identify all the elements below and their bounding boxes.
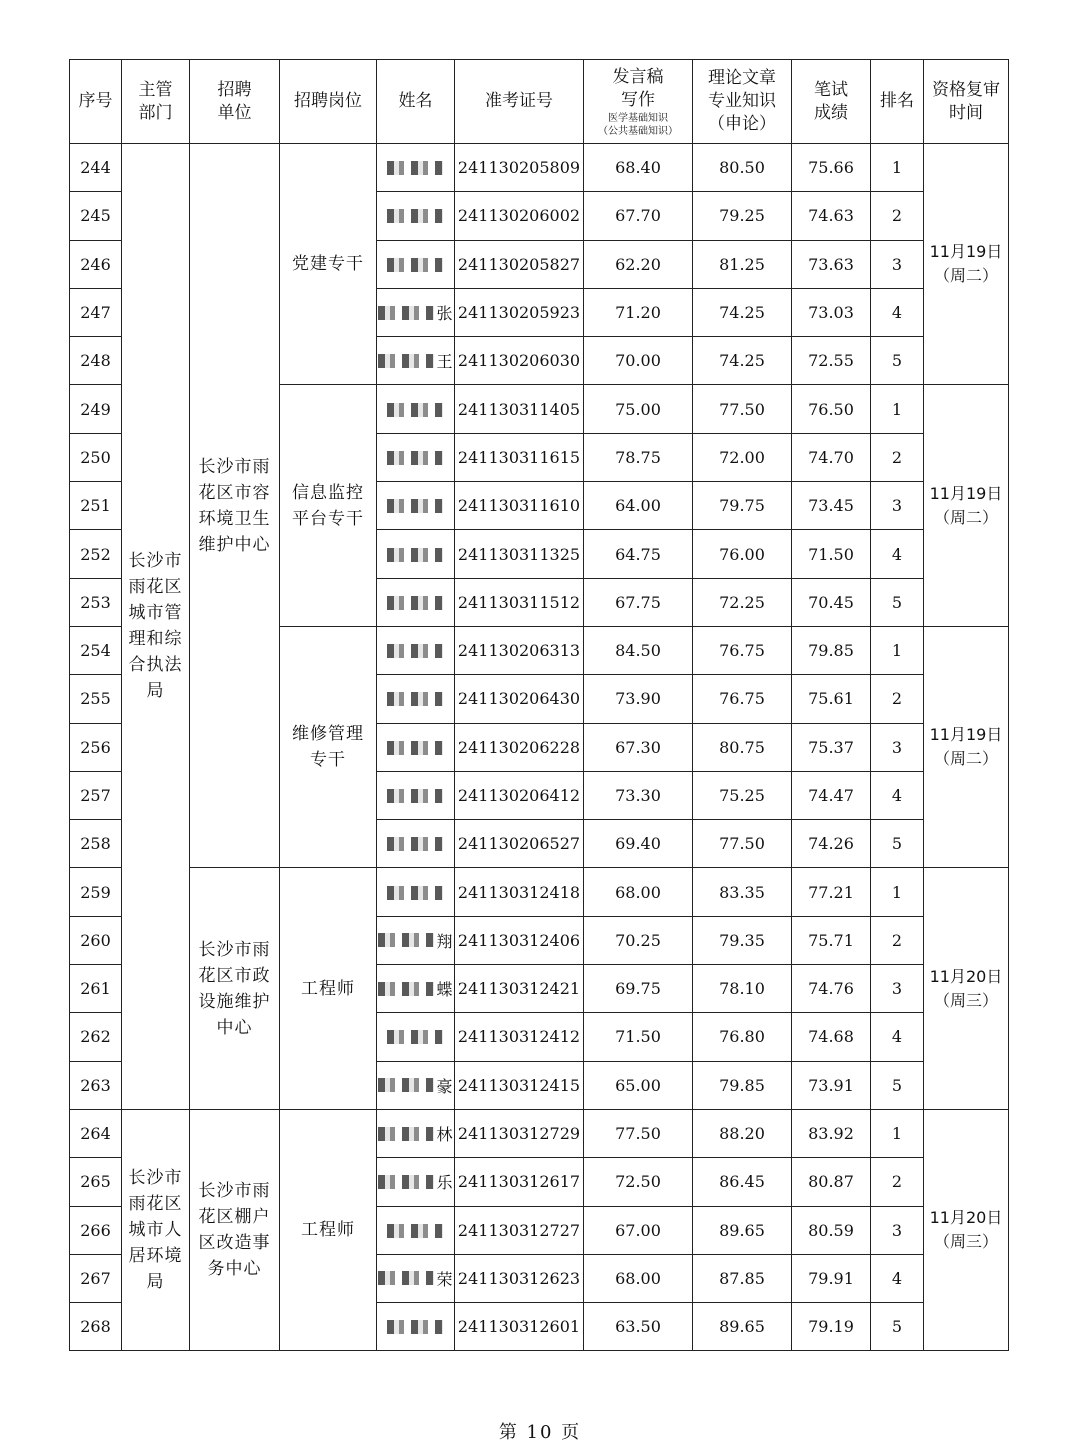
cell-score: 80.59 xyxy=(792,1206,871,1254)
name-visible-char: 翔 xyxy=(436,931,453,951)
cell-ticket: 241130312415 xyxy=(455,1061,584,1109)
cell-seq: 255 xyxy=(70,675,122,723)
header-name: 姓名 xyxy=(377,60,455,144)
cell-ticket: 241130312418 xyxy=(455,868,584,916)
redaction-mask xyxy=(387,209,443,223)
cell-ticket: 241130311405 xyxy=(455,385,584,433)
cell-rank: 3 xyxy=(871,965,924,1013)
cell-seq: 246 xyxy=(70,240,122,288)
cell-name-redacted xyxy=(377,1206,455,1254)
cell-name-redacted xyxy=(377,626,455,674)
cell-theory: 74.25 xyxy=(693,337,792,385)
cell-seq: 256 xyxy=(70,723,122,771)
cell-post: 工程师 xyxy=(280,1109,377,1350)
cell-writing: 75.00 xyxy=(584,385,693,433)
cell-writing: 68.00 xyxy=(584,868,693,916)
header-seq: 序号 xyxy=(70,60,122,144)
cell-writing: 67.70 xyxy=(584,192,693,240)
cell-theory: 77.50 xyxy=(693,820,792,868)
cell-name-redacted xyxy=(377,1109,455,1157)
cell-seq: 251 xyxy=(70,482,122,530)
cell-score: 75.66 xyxy=(792,144,871,192)
cell-score: 80.87 xyxy=(792,1158,871,1206)
cell-theory: 75.25 xyxy=(693,771,792,819)
cell-ticket: 241130311512 xyxy=(455,578,584,626)
cell-rank: 1 xyxy=(871,626,924,674)
cell-name-redacted xyxy=(377,1061,455,1109)
cell-name-redacted xyxy=(377,1254,455,1302)
cell-ticket: 241130311325 xyxy=(455,530,584,578)
table-row xyxy=(70,144,1009,192)
redaction-mask xyxy=(387,451,443,465)
redaction-mask xyxy=(387,258,443,272)
cell-writing: 69.40 xyxy=(584,820,693,868)
cell-writing: 67.30 xyxy=(584,723,693,771)
cell-rank: 2 xyxy=(871,433,924,481)
cell-ticket: 241130311610 xyxy=(455,482,584,530)
name-visible-char: 乐 xyxy=(436,1173,453,1193)
cell-rank: 3 xyxy=(871,240,924,288)
results-table-container xyxy=(69,59,1009,1351)
cell-writing: 64.75 xyxy=(584,530,693,578)
cell-theory: 79.85 xyxy=(693,1061,792,1109)
cell-score: 74.63 xyxy=(792,192,871,240)
cell-ticket: 241130206002 xyxy=(455,192,584,240)
cell-score: 79.19 xyxy=(792,1303,871,1351)
cell-name-redacted xyxy=(377,965,455,1013)
redaction-mask xyxy=(387,1030,443,1044)
redaction-mask xyxy=(387,1224,443,1238)
cell-ticket: 241130206412 xyxy=(455,771,584,819)
header-writing-sub: 医学基础知识 （公共基础知识） xyxy=(598,112,678,137)
cell-score: 73.63 xyxy=(792,240,871,288)
name-visible-char: 林 xyxy=(436,1125,453,1145)
cell-theory: 83.35 xyxy=(693,868,792,916)
cell-name-redacted xyxy=(377,240,455,288)
table-row xyxy=(70,868,1009,916)
cell-rank: 4 xyxy=(871,771,924,819)
cell-ticket: 241130312421 xyxy=(455,965,584,1013)
cell-rank: 2 xyxy=(871,916,924,964)
name-visible-char: 张 xyxy=(436,304,453,324)
cell-theory: 79.35 xyxy=(693,916,792,964)
cell-theory: 78.10 xyxy=(693,965,792,1013)
cell-theory: 80.50 xyxy=(693,144,792,192)
header-post: 招聘岗位 xyxy=(280,60,377,144)
cell-rank: 2 xyxy=(871,675,924,723)
cell-theory: 76.00 xyxy=(693,530,792,578)
cell-name-redacted xyxy=(377,337,455,385)
redaction-mask xyxy=(378,982,434,996)
cell-theory: 74.25 xyxy=(693,288,792,336)
cell-score: 77.21 xyxy=(792,868,871,916)
cell-rank: 4 xyxy=(871,1013,924,1061)
redaction-mask xyxy=(378,354,434,368)
cell-ticket: 241130312617 xyxy=(455,1158,584,1206)
cell-theory: 72.00 xyxy=(693,433,792,481)
cell-theory: 72.25 xyxy=(693,578,792,626)
cell-seq: 249 xyxy=(70,385,122,433)
cell-rank: 3 xyxy=(871,723,924,771)
cell-score: 74.26 xyxy=(792,820,871,868)
cell-score: 75.61 xyxy=(792,675,871,723)
cell-seq: 261 xyxy=(70,965,122,1013)
cell-rank: 5 xyxy=(871,578,924,626)
cell-theory: 79.75 xyxy=(693,482,792,530)
cell-writing: 73.30 xyxy=(584,771,693,819)
cell-writing: 78.75 xyxy=(584,433,693,481)
cell-review-time: 11月20日 （周三） xyxy=(924,868,1009,1109)
cell-score: 70.45 xyxy=(792,578,871,626)
cell-seq: 258 xyxy=(70,820,122,868)
cell-rank: 3 xyxy=(871,482,924,530)
cell-post: 党建专干 xyxy=(280,144,377,385)
redaction-mask xyxy=(387,789,443,803)
cell-rank: 1 xyxy=(871,385,924,433)
cell-ticket: 241130206030 xyxy=(455,337,584,385)
cell-rank: 4 xyxy=(871,530,924,578)
cell-review-time: 11月20日 （周三） xyxy=(924,1109,1009,1350)
cell-theory: 81.25 xyxy=(693,240,792,288)
cell-ticket: 241130312406 xyxy=(455,916,584,964)
cell-theory: 89.65 xyxy=(693,1206,792,1254)
cell-score: 83.92 xyxy=(792,1109,871,1157)
cell-name-redacted xyxy=(377,144,455,192)
cell-name-redacted xyxy=(377,1158,455,1206)
cell-ticket: 241130206228 xyxy=(455,723,584,771)
table-row xyxy=(70,1109,1009,1157)
cell-writing: 73.90 xyxy=(584,675,693,723)
header-theory: 理论文章 专业知识 （申论） xyxy=(693,60,792,144)
cell-writing: 68.40 xyxy=(584,144,693,192)
cell-theory: 89.65 xyxy=(693,1303,792,1351)
cell-rank: 2 xyxy=(871,1158,924,1206)
cell-ticket: 241130311615 xyxy=(455,433,584,481)
cell-theory: 79.25 xyxy=(693,192,792,240)
cell-score: 79.91 xyxy=(792,1254,871,1302)
cell-review-time: 11月19日 （周二） xyxy=(924,626,1009,867)
cell-rank: 5 xyxy=(871,1061,924,1109)
cell-score: 75.71 xyxy=(792,916,871,964)
cell-review-time: 11月19日 （周二） xyxy=(924,144,1009,385)
cell-review-time: 11月19日 （周二） xyxy=(924,385,1009,626)
cell-theory: 86.45 xyxy=(693,1158,792,1206)
cell-seq: 262 xyxy=(70,1013,122,1061)
cell-writing: 68.00 xyxy=(584,1254,693,1302)
cell-post: 信息监控 平台专干 xyxy=(280,385,377,626)
cell-seq: 268 xyxy=(70,1303,122,1351)
cell-score: 73.45 xyxy=(792,482,871,530)
cell-seq: 267 xyxy=(70,1254,122,1302)
redaction-mask xyxy=(387,1320,443,1334)
cell-theory: 87.85 xyxy=(693,1254,792,1302)
cell-score: 74.76 xyxy=(792,965,871,1013)
cell-score: 74.47 xyxy=(792,771,871,819)
header-ticket: 准考证号 xyxy=(455,60,584,144)
cell-theory: 77.50 xyxy=(693,385,792,433)
cell-ticket: 241130312623 xyxy=(455,1254,584,1302)
cell-ticket: 241130206527 xyxy=(455,820,584,868)
cell-theory: 80.75 xyxy=(693,723,792,771)
name-visible-char: 荣 xyxy=(436,1269,453,1289)
cell-score: 76.50 xyxy=(792,385,871,433)
cell-name-redacted xyxy=(377,675,455,723)
redaction-mask xyxy=(378,1175,434,1189)
cell-ticket: 241130312727 xyxy=(455,1206,584,1254)
cell-writing: 67.75 xyxy=(584,578,693,626)
redaction-mask xyxy=(378,1127,434,1141)
redaction-mask xyxy=(378,933,434,947)
header-row xyxy=(70,60,1009,144)
redaction-mask xyxy=(378,1271,434,1285)
cell-rank: 5 xyxy=(871,820,924,868)
cell-ticket: 241130312601 xyxy=(455,1303,584,1351)
cell-name-redacted xyxy=(377,192,455,240)
redaction-mask xyxy=(387,596,443,610)
cell-name-redacted xyxy=(377,723,455,771)
cell-post: 维修管理 专干 xyxy=(280,626,377,867)
cell-seq: 260 xyxy=(70,916,122,964)
cell-ticket: 241130205809 xyxy=(455,144,584,192)
cell-writing: 65.00 xyxy=(584,1061,693,1109)
cell-rank: 1 xyxy=(871,868,924,916)
cell-score: 73.91 xyxy=(792,1061,871,1109)
cell-rank: 5 xyxy=(871,337,924,385)
cell-theory: 88.20 xyxy=(693,1109,792,1157)
name-visible-char: 豪 xyxy=(436,1076,453,1096)
cell-seq: 247 xyxy=(70,288,122,336)
cell-seq: 245 xyxy=(70,192,122,240)
cell-writing: 70.25 xyxy=(584,916,693,964)
cell-name-redacted xyxy=(377,530,455,578)
cell-ticket: 241130205827 xyxy=(455,240,584,288)
cell-writing: 71.50 xyxy=(584,1013,693,1061)
cell-seq: 254 xyxy=(70,626,122,674)
cell-dept: 长沙市 雨花区 城市管 理和综 合执法 局 xyxy=(122,144,190,1110)
cell-seq: 264 xyxy=(70,1109,122,1157)
redaction-mask xyxy=(387,548,443,562)
cell-name-redacted xyxy=(377,482,455,530)
cell-writing: 71.20 xyxy=(584,288,693,336)
cell-score: 79.85 xyxy=(792,626,871,674)
cell-seq: 266 xyxy=(70,1206,122,1254)
header-rank: 排名 xyxy=(871,60,924,144)
redaction-mask xyxy=(387,403,443,417)
redaction-mask xyxy=(387,886,443,900)
cell-name-redacted xyxy=(377,578,455,626)
table-body xyxy=(70,144,1009,1351)
cell-name-redacted xyxy=(377,1013,455,1061)
cell-rank: 4 xyxy=(871,288,924,336)
cell-name-redacted xyxy=(377,433,455,481)
redaction-mask xyxy=(378,306,434,320)
name-visible-char: 蝶 xyxy=(436,980,453,1000)
cell-rank: 2 xyxy=(871,192,924,240)
cell-ticket: 241130312412 xyxy=(455,1013,584,1061)
cell-writing: 72.50 xyxy=(584,1158,693,1206)
cell-name-redacted xyxy=(377,916,455,964)
cell-seq: 252 xyxy=(70,530,122,578)
cell-seq: 263 xyxy=(70,1061,122,1109)
cell-score: 73.03 xyxy=(792,288,871,336)
cell-dept: 长沙市 雨花区 城市人 居环境 局 xyxy=(122,1109,190,1350)
cell-writing: 77.50 xyxy=(584,1109,693,1157)
cell-seq: 244 xyxy=(70,144,122,192)
cell-rank: 1 xyxy=(871,1109,924,1157)
cell-seq: 257 xyxy=(70,771,122,819)
cell-ticket: 241130312729 xyxy=(455,1109,584,1157)
cell-score: 75.37 xyxy=(792,723,871,771)
cell-ticket: 241130205923 xyxy=(455,288,584,336)
cell-rank: 4 xyxy=(871,1254,924,1302)
cell-writing: 63.50 xyxy=(584,1303,693,1351)
cell-writing: 67.00 xyxy=(584,1206,693,1254)
cell-score: 74.70 xyxy=(792,433,871,481)
cell-theory: 76.75 xyxy=(693,675,792,723)
cell-score: 71.50 xyxy=(792,530,871,578)
cell-theory: 76.75 xyxy=(693,626,792,674)
cell-writing: 62.20 xyxy=(584,240,693,288)
redaction-mask xyxy=(387,644,443,658)
cell-post: 工程师 xyxy=(280,868,377,1109)
cell-name-redacted xyxy=(377,771,455,819)
redaction-mask xyxy=(387,499,443,513)
cell-seq: 253 xyxy=(70,578,122,626)
cell-name-redacted xyxy=(377,868,455,916)
cell-writing: 70.00 xyxy=(584,337,693,385)
name-visible-char: 王 xyxy=(436,352,453,372)
header-unit: 招聘 单位 xyxy=(190,60,280,144)
cell-score: 72.55 xyxy=(792,337,871,385)
header-time: 资格复审 时间 xyxy=(924,60,1009,144)
cell-name-redacted xyxy=(377,1303,455,1351)
redaction-mask xyxy=(387,837,443,851)
cell-unit: 长沙市雨 花区棚户 区改造事 务中心 xyxy=(190,1109,280,1350)
cell-seq: 250 xyxy=(70,433,122,481)
cell-seq: 248 xyxy=(70,337,122,385)
header-score: 笔试 成绩 xyxy=(792,60,871,144)
redaction-mask xyxy=(387,741,443,755)
results-table xyxy=(69,59,1009,1351)
cell-rank: 3 xyxy=(871,1206,924,1254)
redaction-mask xyxy=(387,692,443,706)
cell-writing: 69.75 xyxy=(584,965,693,1013)
cell-seq: 265 xyxy=(70,1158,122,1206)
cell-writing: 84.50 xyxy=(584,626,693,674)
header-writing: 发言稿 写作 医学基础知识 （公共基础知识） xyxy=(584,60,693,144)
page-number: 第 10 页 xyxy=(498,1422,582,1443)
cell-theory: 76.80 xyxy=(693,1013,792,1061)
cell-seq: 259 xyxy=(70,868,122,916)
redaction-mask xyxy=(387,161,443,175)
cell-unit: 长沙市雨 花区市政 设施维护 中心 xyxy=(190,868,280,1109)
cell-unit: 长沙市雨 花区市容 环境卫生 维护中心 xyxy=(190,144,280,868)
cell-name-redacted xyxy=(377,288,455,336)
header-dept: 主管 部门 xyxy=(122,60,190,144)
cell-rank: 5 xyxy=(871,1303,924,1351)
cell-rank: 1 xyxy=(871,144,924,192)
cell-name-redacted xyxy=(377,385,455,433)
cell-name-redacted xyxy=(377,820,455,868)
redaction-mask xyxy=(378,1078,434,1092)
cell-ticket: 241130206430 xyxy=(455,675,584,723)
cell-ticket: 241130206313 xyxy=(455,626,584,674)
cell-score: 74.68 xyxy=(792,1013,871,1061)
cell-writing: 64.00 xyxy=(584,482,693,530)
